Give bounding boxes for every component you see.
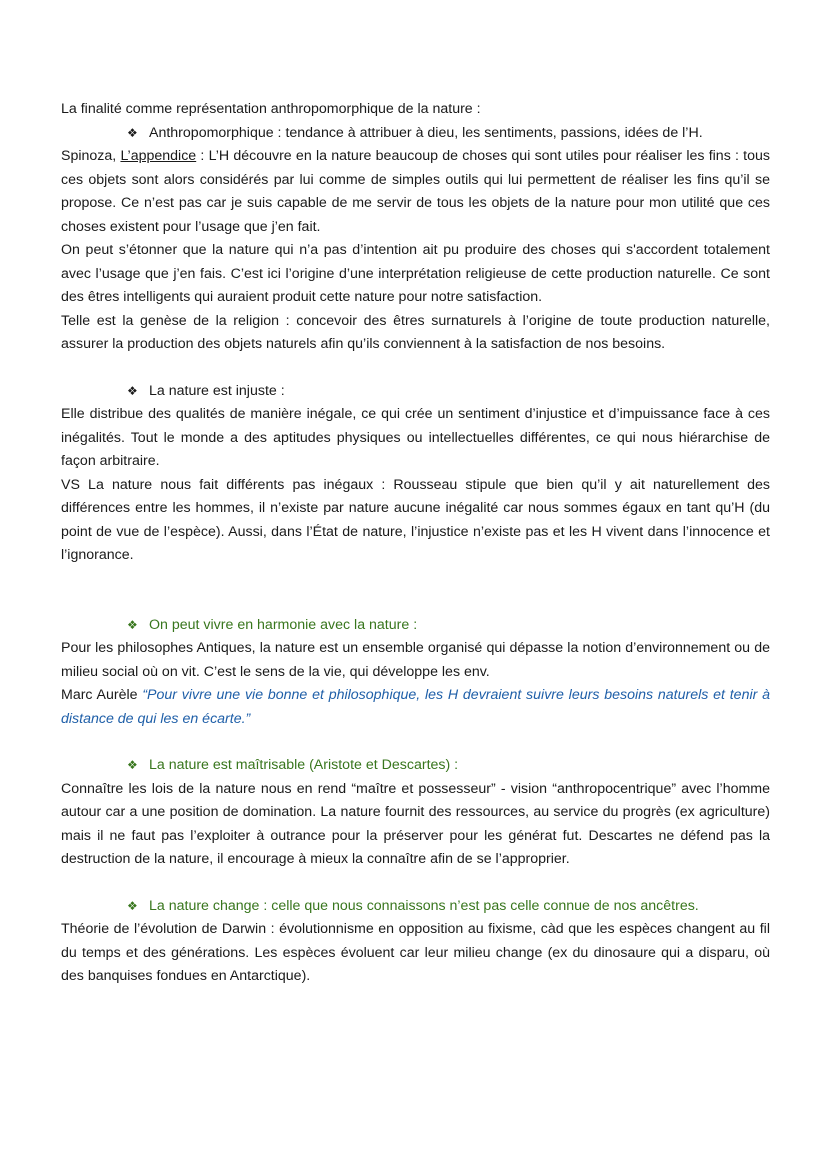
paragraph: VS La nature nous fait différents pas inégaux : Rousseau stipule que bien qu’il y ait naturellement des différences entre les hommes, il n’existe par nature aucune inégalité car nous sommes égaux en tant qu’H (du point de vue de l’espèce). Aussi, dans l’État de nature, l’injustice n’existe pas et les H vivent dans l’innocence et l’ignorance. bbox=[61, 476, 770, 563]
bullet-text: On peut vivre en harmonie avec la nature : bbox=[149, 616, 418, 633]
paragraph-text: : L’H découvre en la nature beaucoup de choses qui sont utiles pour réaliser les fins : tous ces objets sont alors considérés par lui comme de simples outils qui lui permettent de réaliser les fins qu’il se propose. Ce n’est pas car je suis capable de me servir de tous les objets de la nature pour mon utilité que ces choses existent pour l’usage que j’en fait. bbox=[61, 148, 770, 235]
paragraph: Telle est la genèse de la religion : concevoir des êtres surnaturels à l’origine de toute production naturelle, assurer la production des objets naturels afin qu’ils conviennent à la satisfaction de nos besoins. bbox=[61, 312, 770, 352]
diamond-bullet-icon: ❖ bbox=[127, 125, 138, 140]
diamond-bullet-icon: ❖ bbox=[127, 758, 138, 772]
paragraph-prefix: Spinoza, bbox=[61, 148, 121, 164]
paragraph: Connaître les lois de la nature nous en rend “maître et possesseur” - vision “anthropocentrique” avec l’homme autour car a une position de domination. La nature fournit des ressources, au service du progrès (ex agriculture) mais il ne faut pas l’exploiter à outrance pour la préserver pour les générat fut. Descartes ne défend pas la destruction de la nature, il encourage à mieux la connaître afin de se l’approprier. bbox=[61, 780, 770, 867]
quote-text: “Pour vivre une vie bonne et philosophique, les H devraient suivre leurs besoins naturels et tenir à distance de qui les en écarte.” bbox=[61, 687, 770, 727]
bullet-text: La nature est injuste : bbox=[149, 382, 285, 399]
section-title: La finalité comme représentation anthropomorphique de la nature : bbox=[61, 101, 481, 117]
paragraph bbox=[61, 145, 770, 239]
bullet-text: La nature est maîtrisable (Aristote et Descartes) : bbox=[149, 757, 459, 773]
diamond-bullet-icon: ❖ bbox=[127, 898, 138, 913]
document-content bbox=[61, 98, 770, 989]
appendix-link[interactable]: L’appendice bbox=[120, 148, 197, 164]
bullet-item bbox=[61, 895, 770, 919]
diamond-bullet-icon: ❖ bbox=[127, 617, 138, 632]
paragraph: On peut s’étonner que la nature qui n’a pas d’intention ait pu produire des choses qui s'accordent totalement avec l’usage que j’en fais. C’est ici l’origine d’une interprétation religieuse de cette production naturelle. Ce sont des êtres intelligents qui auraient produit cette nature pour notre satisfaction. bbox=[61, 242, 770, 305]
quote-author: Marc Aurèle bbox=[61, 687, 143, 703]
paragraph: Pour les philosophes Antiques, la nature est un ensemble organisé qui dépasse la notion d’environnement ou de milieu social où on vit. C’est le sens de la vie, qui développe les env. bbox=[61, 640, 770, 680]
bullet-item bbox=[61, 754, 770, 778]
paragraph: Théorie de l’évolution de Darwin : évolutionnisme en opposition au fixisme, càd que les espèces changent au fil du temps et des générations. Les espèces évoluent car leur milieu change (ex du dinosaure qui a disparu, où des banquises fondues en Antarctique). bbox=[61, 921, 770, 984]
bullet-item bbox=[61, 380, 770, 404]
bullet-item bbox=[61, 614, 770, 638]
bullet-text: Anthropomorphique : tendance à attribuer à dieu, les sentiments, passions, idées de l’H. bbox=[149, 124, 703, 141]
bullet-item bbox=[61, 122, 770, 146]
bullet-text: La nature change : celle que nous connaissons n’est pas celle connue de nos ancêtres. bbox=[149, 897, 699, 914]
paragraph: Elle distribue des qualités de manière inégale, ce qui crée un sentiment d’injustice et d’impuissance face à ces inégalités. Tout le monde a des aptitudes physiques ou intellectuelles différentes, ce qui nous hiérarchise de façon arbitraire. bbox=[61, 406, 770, 469]
diamond-bullet-icon: ❖ bbox=[127, 383, 138, 398]
quote-paragraph bbox=[61, 684, 770, 731]
